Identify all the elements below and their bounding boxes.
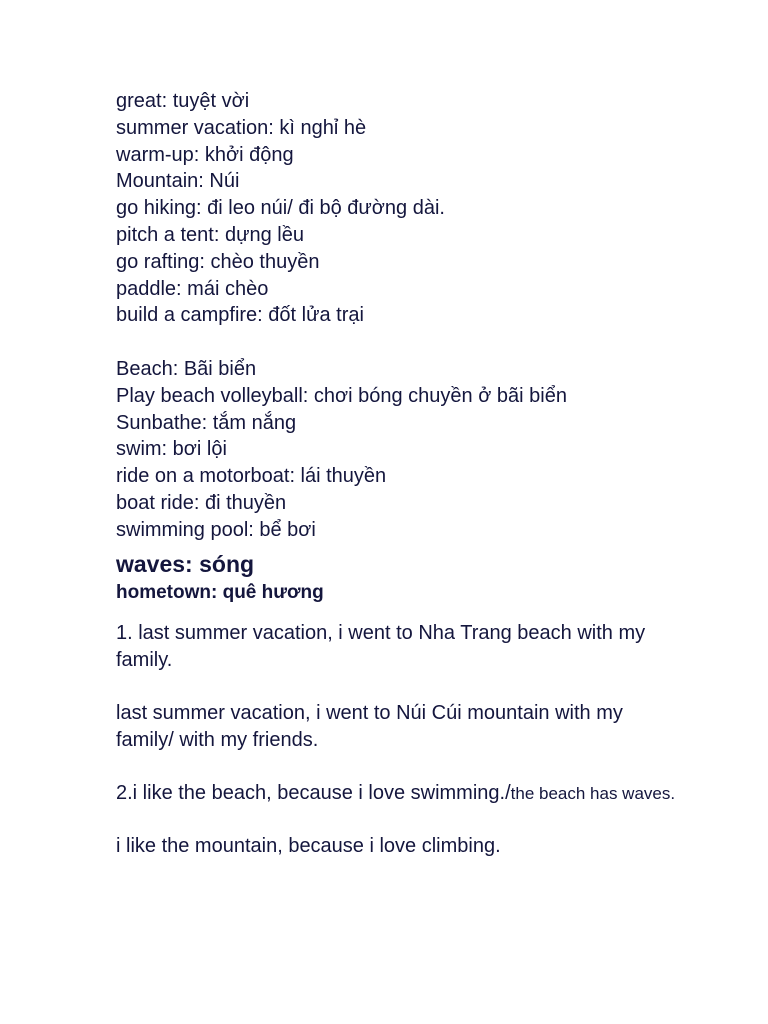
vocab-item: build a campfire: đốt lửa trại: [116, 304, 364, 327]
vocab-item: go rafting: chèo thuyền: [116, 250, 320, 273]
heading-waves: waves: sóng: [116, 550, 255, 577]
vocab-item: go hiking: đi leo núi/ đi bộ đường dài.: [116, 197, 445, 220]
vocab-item: pitch a tent: dựng lều: [116, 223, 304, 246]
vocab-item: Mountain: Núi: [116, 170, 240, 193]
document-page: [116, 88, 676, 886]
vocab-item: paddle: mái chèo: [116, 277, 269, 300]
vocab-item: warm-up: khởi động: [116, 143, 294, 166]
vocab-item: swimming pool: bể bơi: [116, 518, 316, 541]
vocab-item: swim: bơi lội: [116, 438, 227, 461]
answer-2-alt: i like the mountain, because i love climbing.: [116, 834, 501, 857]
vocab-item: great: tuyệt vời: [116, 90, 250, 112]
vocab-list-beach: [116, 356, 676, 544]
vocab-item: Beach: Bãi biển: [116, 357, 257, 380]
spacer: [116, 329, 676, 356]
answer-2-main: 2.i like the beach, because i love swimming./: [116, 781, 511, 804]
answer-1-alt: last summer vacation, i went to Núi Cúi mountain with my family/ with my friends.: [116, 701, 623, 751]
vocab-item: ride on a motorboat: lái thuyền: [116, 465, 387, 488]
answer-1: 1. last summer vacation, i went to Nha Trang beach with my family.: [116, 621, 646, 671]
vocab-item: summer vacation: kì nghỉ hè: [116, 116, 367, 139]
answer-2-small: the beach has waves.: [510, 783, 676, 803]
heading-hometown: hometown: quê hương: [116, 581, 324, 603]
answer-2: [116, 780, 676, 807]
vocab-item: Sunbathe: tắm nắng: [116, 411, 297, 434]
vocab-list-mountain: [116, 88, 676, 329]
vocab-item: boat ride: đi thuyền: [116, 491, 287, 514]
vocab-item: Play beach volleyball: chơi bóng chuyền ở bãi biển: [116, 384, 567, 407]
